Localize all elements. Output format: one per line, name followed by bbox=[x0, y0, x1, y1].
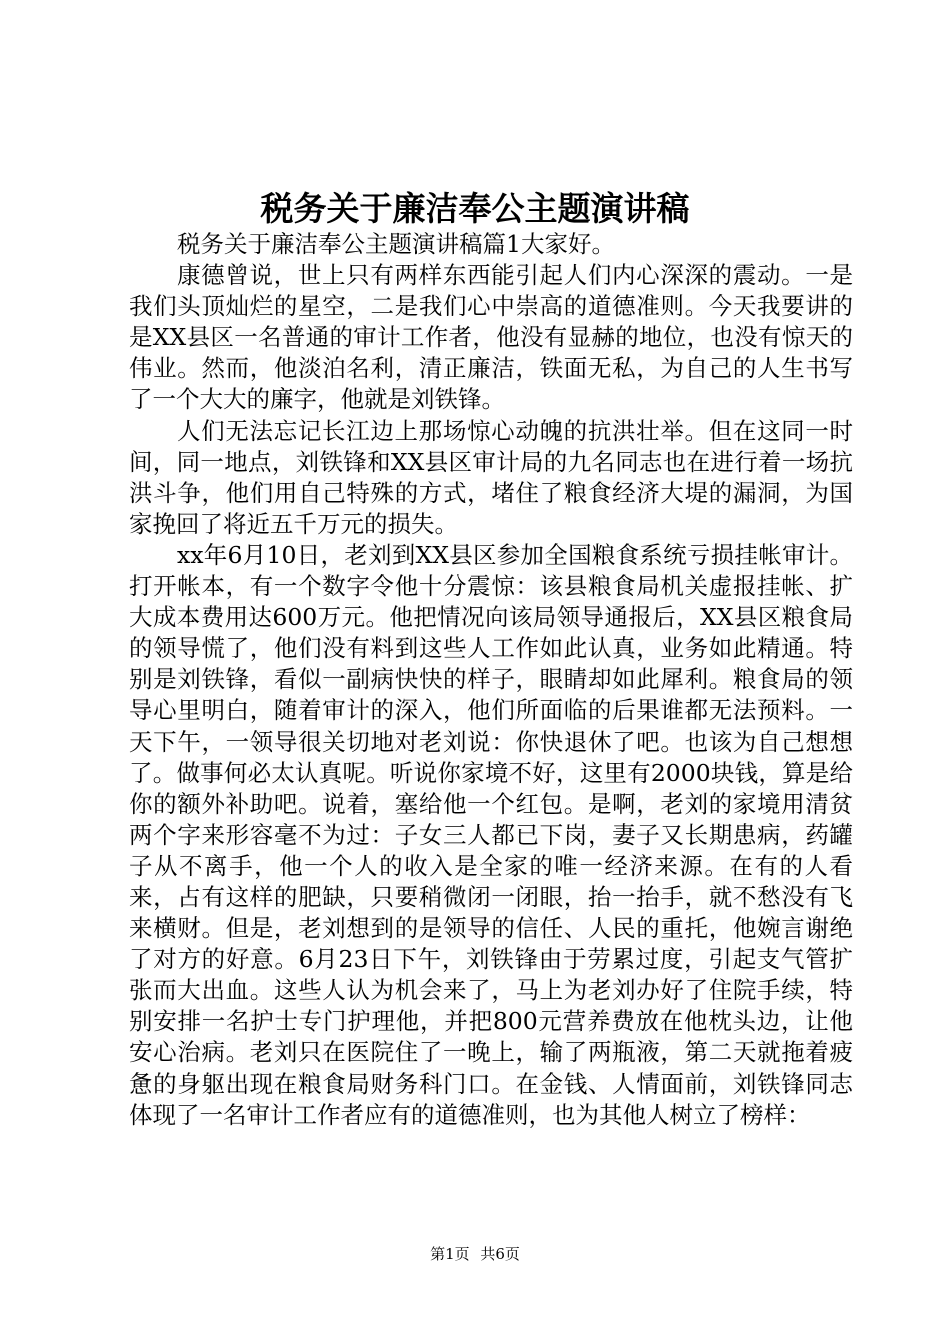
paragraph-audit: xx年6月10日，老刘到XX县区参加全国粮食系统亏损挂帐审计。打开帐本，有一个数字令他十分震惊：该县粮食局机关虚报挂帐、扩大成本费用达600万元。他把情况向该局领导通报后，XX县区粮食局的领导慌了，他们没有料到这些人工作如此认真，业务如此精通。特别是刘铁锋，看似一副病快快的样子，眼睛却如此犀利。粮食局的领导心里明白，随着审计的深入，他们所面临的后果谁都无法预料。一天下午，一领导很关切地对老刘说：你快退休了吧。也该为自己想想了。做事何必太认真呢。听说你家境不好，这里有2000块钱，算是给你的额外补助吧。说着，塞给他一个红包。是啊，老刘的家境用清贫两个字来形容毫不为过：子女三人都已下岗，妻子又长期患病，药罐子从不离手，他一个人的收入是全家的唯一经济来源。在有的人看来，占有这样的肥缺，只要稍微闭一闭眼，抬一抬手，就不愁没有飞来横财。但是，老刘想到的是领导的信任、人民的重托，他婉言谢绝了对方的好意。6月23日下午，刘铁锋由于劳累过度，引起支气管扩张而大出血。这些人认为机会来了，马上为老刘办好了住院手续，特别安排一名护士专门护理他，并把800元营养费放在他枕头边，让他安心治病。老刘只在医院住了一晚上，输了两瓶液，第二天就拖着疲惫的身躯出现在粮食局财务科门口。在金钱、人情面前，刘铁锋同志体现了一名审计工作者应有的道德准则，也为其他人树立了榜样： bbox=[129, 540, 853, 1129]
document-title: 税务关于廉洁奉公主题演讲稿 bbox=[260, 189, 690, 228]
page-number-current: 第1页 bbox=[430, 1245, 470, 1263]
paragraph-intro: 税务关于廉洁奉公主题演讲稿篇1大家好。 bbox=[177, 230, 615, 258]
paragraph-kant: 康德曾说，世上只有两样东西能引起人们内心深深的震动。一是我们头顶灿烂的星空，二是我们心中崇高的道德准则。今天我要讲的是XX县区一名普通的审计工作者，他没有显赫的地位，也没有惊天的伟业。然而，他淡泊名利，清正廉洁，铁面无私，为自己的人生书写了一个大大的廉字，他就是刘铁锋。 bbox=[129, 261, 853, 414]
page-number-total: 共6页 bbox=[480, 1245, 520, 1263]
page-footer bbox=[0, 1244, 950, 1264]
paragraph-flood: 人们无法忘记长江边上那场惊心动魄的抗洪壮举。但在这同一时间，同一地点，刘铁锋和XX县区审计局的九名同志也在进行着一场抗洪斗争，他们用自己特殊的方式，堵住了粮食经济大堤的漏洞，为国家挽回了将近五千万元的损失。 bbox=[129, 416, 853, 538]
document-body bbox=[129, 229, 853, 1131]
